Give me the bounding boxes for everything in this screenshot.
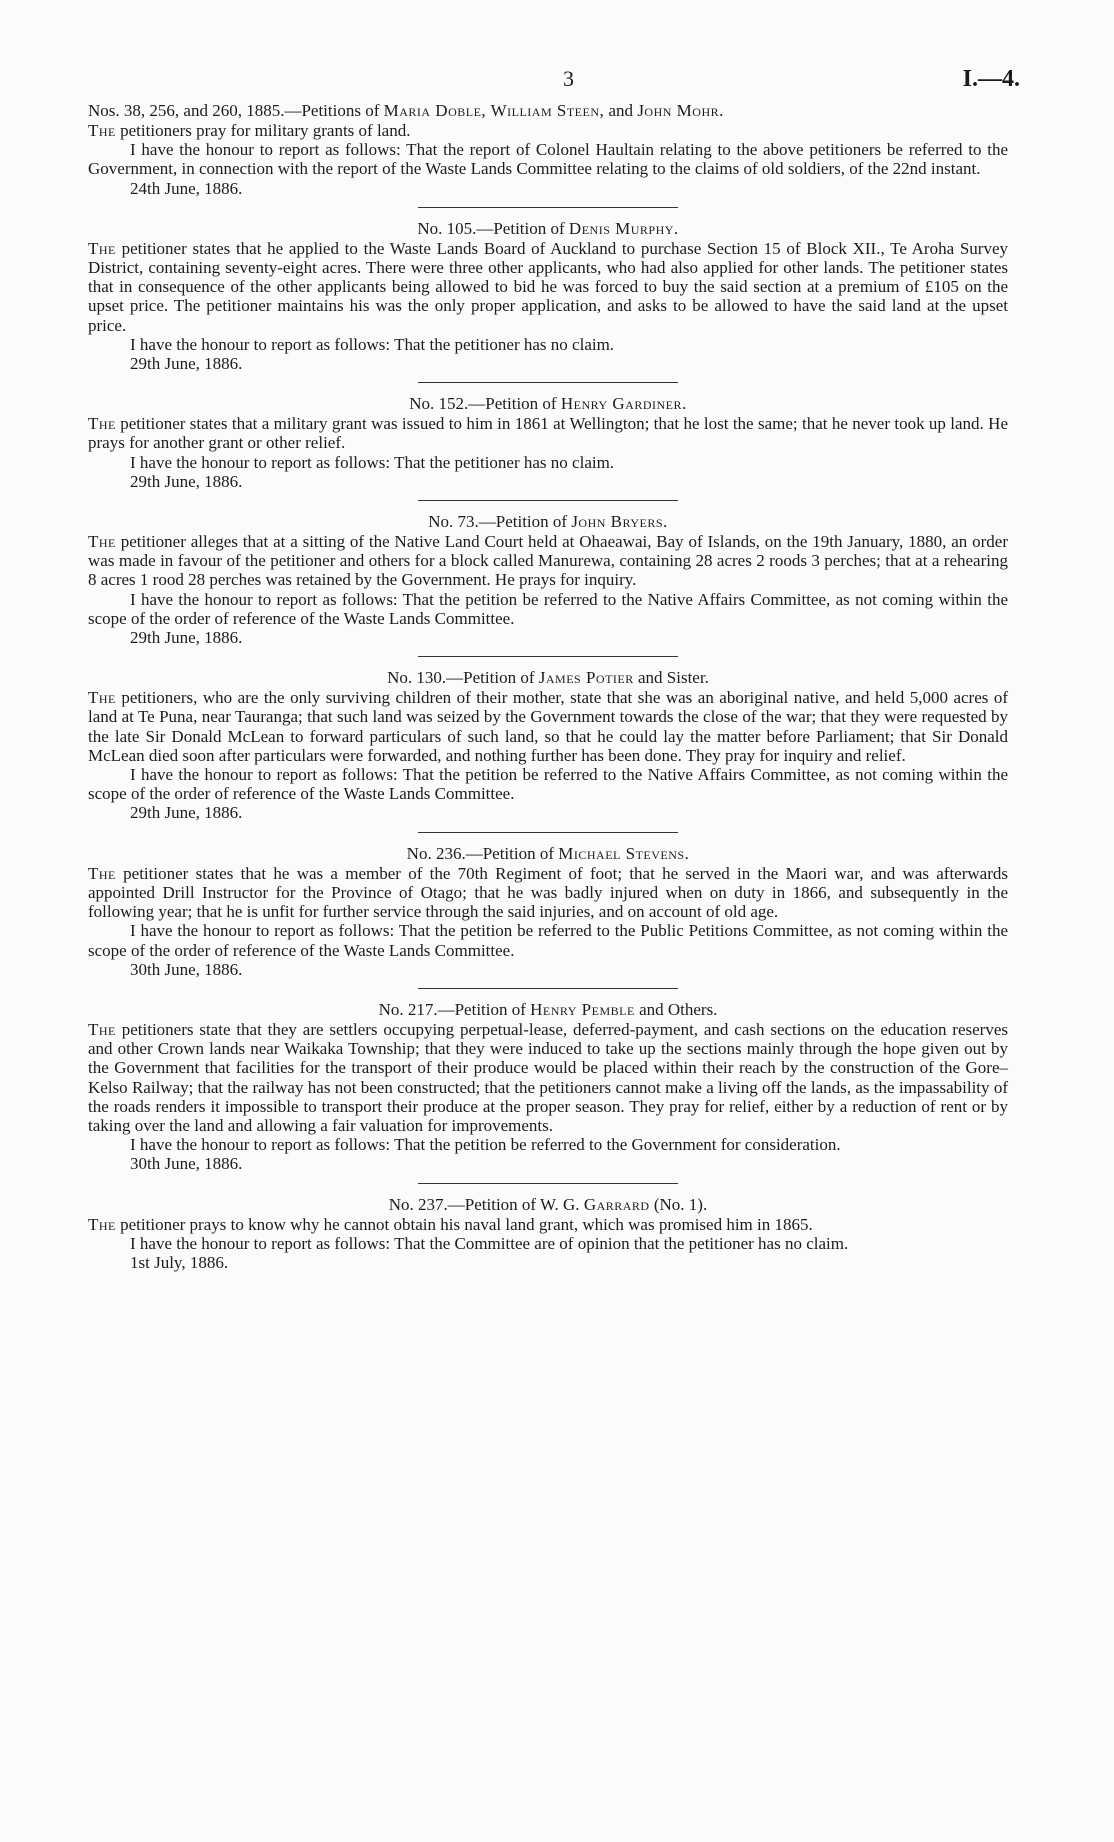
petition-heading bbox=[88, 667, 1008, 688]
petition-entry bbox=[88, 393, 1008, 501]
petitioner-name: Henry Pemble bbox=[530, 999, 635, 1019]
statement-text: petitioners state that they are settlers occupying perpetual-lease, deferred-payment, and cash sections on the education reserves and other Crown lands near Waikaka Township; that they were induced to take up the sections mainly through the hope given out by the Government that facilities for the transport of their produce would be placed within their reach by the construction of the Gore–Kelso Railway; that the railway has not been constructed; that the petitioners cannot make a living off the lands, as the impassability of the roads renders it impossible to transport their produce at the proper season. They pray for relief, either by a reduction of rent or by taking over the land and allowing a fair valuation for improvements. bbox=[88, 1019, 1008, 1135]
committee-report: I have the honour to report as follows: That the report of Colonel Haultain relating to the above petitioners be referred to the Government, in connection with the report of the Waste Lands Committee relating to the claims of old soldiers, of the 22nd instant. bbox=[88, 140, 1008, 179]
page-number: 3 bbox=[563, 66, 574, 91]
section-divider bbox=[418, 1183, 678, 1184]
report-date: 30th June, 1886. bbox=[130, 1154, 243, 1174]
petition-statement bbox=[88, 1215, 1008, 1234]
petition-entry bbox=[88, 999, 1008, 1184]
lead-word: The bbox=[88, 121, 116, 140]
petition-statement bbox=[88, 414, 1008, 452]
section-divider bbox=[418, 656, 678, 657]
statement-text: petitioners pray for military grants of land. bbox=[115, 121, 411, 140]
lead-word: The bbox=[88, 1019, 116, 1039]
petition-heading bbox=[88, 1194, 1008, 1215]
section-divider bbox=[418, 988, 678, 989]
committee-report: I have the honour to report as follows: That the petition be referred to the Native Affairs Committee, as not coming within the scope of the order of reference of the Waste Lands Committee. bbox=[88, 589, 1008, 628]
statement-text: petitioner states that a military grant was issued to him in 1861 at Wellington; that he lost the same; that he never took up land. He prays for another grant or other relief. bbox=[88, 414, 1008, 453]
section-divider bbox=[418, 207, 678, 208]
committee-report: I have the honour to report as follows: That the Committee are of opinion that the petitioner has no claim. bbox=[130, 1233, 849, 1253]
petitioner-name: James Potier bbox=[538, 668, 634, 688]
heading-text: and bbox=[604, 101, 638, 120]
report-date: 1st July, 1886. bbox=[130, 1252, 229, 1272]
heading-text: Nos. 38, 256, and 260, 1885.—Petitions of bbox=[88, 101, 384, 120]
petition-entry bbox=[88, 843, 1008, 989]
petition-statement bbox=[88, 864, 1008, 922]
page-header bbox=[88, 64, 1020, 100]
petition-heading bbox=[88, 511, 1008, 532]
heading-text: No. 217.—Petition of bbox=[378, 999, 531, 1019]
statement-text: petitioner states that he was a member of the 70th Regiment of foot; that he served in the Maori war, and was afterwards appointed Drill Instructor for the Province of Otago; that he was badly injured when on duty in 1866, and subsequently in the following year; that he is unfit for further service through the said injuries, and on account of old age. bbox=[88, 863, 1008, 922]
committee-report: I have the honour to report as follows: That the petition be referred to the Government for consideration. bbox=[130, 1135, 841, 1155]
lead-word: The bbox=[88, 1214, 116, 1234]
committee-report: I have the honour to report as follows: That the petitioner has no claim. bbox=[130, 334, 615, 354]
petition-entry bbox=[88, 1194, 1008, 1273]
petition-entry bbox=[88, 218, 1008, 383]
petitioner-name: John Bryers. bbox=[571, 512, 668, 532]
petitioner-name: Michael Stevens. bbox=[558, 843, 690, 863]
petition-statement bbox=[88, 532, 1008, 590]
lead-word: The bbox=[88, 688, 116, 708]
statement-text: petitioner states that he applied to the Waste Lands Board of Auckland to purchase Section 15 of Block XII., Te Aroha Survey District, containing seventy-eight acres. There were three other applicants, who had also applied for other lands. The petitioner states that in consequence of the other applicants being allowed to bid he was forced to buy the said section at a premium of £105 on the upset price. The petitioner maintains his was the only proper application, and asks to be allowed to have the said land at the upset price. bbox=[88, 238, 1008, 335]
document-page bbox=[88, 64, 1020, 1272]
heading-text: No. 73.—Petition of bbox=[428, 512, 572, 532]
section-divider bbox=[418, 500, 678, 501]
report-date: 29th June, 1886. bbox=[130, 471, 243, 491]
report-date: 29th June, 1886. bbox=[130, 803, 243, 823]
report-date: 29th June, 1886. bbox=[130, 628, 243, 648]
petition-statement bbox=[88, 688, 1008, 765]
petition-statement bbox=[88, 239, 1008, 335]
petitioner-name: Denis Murphy. bbox=[568, 218, 679, 238]
report-date: 24th June, 1886. bbox=[130, 178, 243, 198]
heading-text: and Others. bbox=[634, 999, 718, 1019]
statement-text: petitioner alleges that at a sitting of the Native Land Court held at Ohaeawai, Bay of Islands, on the 19th January, 1880, an order was made in favour of the petitioner and others for a block called Manurewa, containing 28 acres 2 roods 3 perches; that at a rehearing 8 acres 1 rood 28 perches was retained by the Government. He prays for inquiry. bbox=[88, 532, 1008, 590]
petition-heading bbox=[88, 100, 1008, 121]
committee-report: I have the honour to report as follows: That the petitioner has no claim. bbox=[130, 452, 615, 472]
section-divider bbox=[418, 382, 678, 383]
lead-word: The bbox=[88, 414, 116, 434]
petition-statement bbox=[88, 1020, 1008, 1135]
document-reference: I.—4. bbox=[962, 66, 1020, 92]
petition-heading bbox=[88, 218, 1008, 239]
statement-text: petitioner prays to know why he cannot obtain his naval land grant, which was promised him in 1865. bbox=[115, 1214, 813, 1234]
heading-text: No. 236.—Petition of bbox=[406, 843, 559, 863]
heading-text: No. 237.—Petition of W. G. bbox=[388, 1194, 584, 1214]
petition-entry bbox=[88, 100, 1008, 208]
committee-report: I have the honour to report as follows: That the petition be referred to the Native Affairs Committee, as not coming within the scope of the order of reference of the Waste Lands Committee. bbox=[88, 765, 1008, 804]
petitioner-name: Henry Gardiner. bbox=[560, 394, 687, 414]
petition-heading bbox=[88, 843, 1008, 864]
petition-heading bbox=[88, 393, 1008, 414]
heading-text: and Sister. bbox=[633, 668, 709, 688]
petition-entry bbox=[88, 667, 1008, 832]
section-divider bbox=[418, 832, 678, 833]
heading-text: No. 130.—Petition of bbox=[387, 668, 539, 688]
petition-entry bbox=[88, 511, 1008, 657]
petitioner-name: Garrard bbox=[583, 1194, 650, 1214]
petition-statement bbox=[88, 121, 1008, 140]
petitioner-name: John Mohr. bbox=[637, 101, 724, 120]
petitioner-name: Maria Doble, William Steen, bbox=[383, 101, 605, 120]
report-date: 30th June, 1886. bbox=[130, 959, 243, 979]
petition-heading bbox=[88, 999, 1008, 1020]
lead-word: The bbox=[88, 532, 116, 552]
report-date: 29th June, 1886. bbox=[130, 354, 243, 374]
heading-text: No. 105.—Petition of bbox=[417, 218, 569, 238]
lead-word: The bbox=[88, 863, 116, 883]
heading-text: No. 152.—Petition of bbox=[409, 394, 561, 414]
heading-text: (No. 1). bbox=[649, 1194, 708, 1214]
statement-text: petitioners, who are the only surviving children of their mother, state that she was an aboriginal native, and held 5,000 acres of land at Te Puna, near Tauranga; that such land was seized by the Government towards the close of the war; that they were requested by the late Sir Donald McLean to forward particulars of such land, so that he could lay the matter before Parliament; that Sir Donald McLean died soon after particulars were forwarded, and nothing further has been done. They pray for inquiry and relief. bbox=[88, 688, 1008, 765]
committee-report: I have the honour to report as follows: That the petition be referred to the Public Petitions Committee, as not coming within the scope of the order of reference of the Waste Lands Committee. bbox=[88, 921, 1008, 960]
lead-word: The bbox=[88, 238, 116, 258]
